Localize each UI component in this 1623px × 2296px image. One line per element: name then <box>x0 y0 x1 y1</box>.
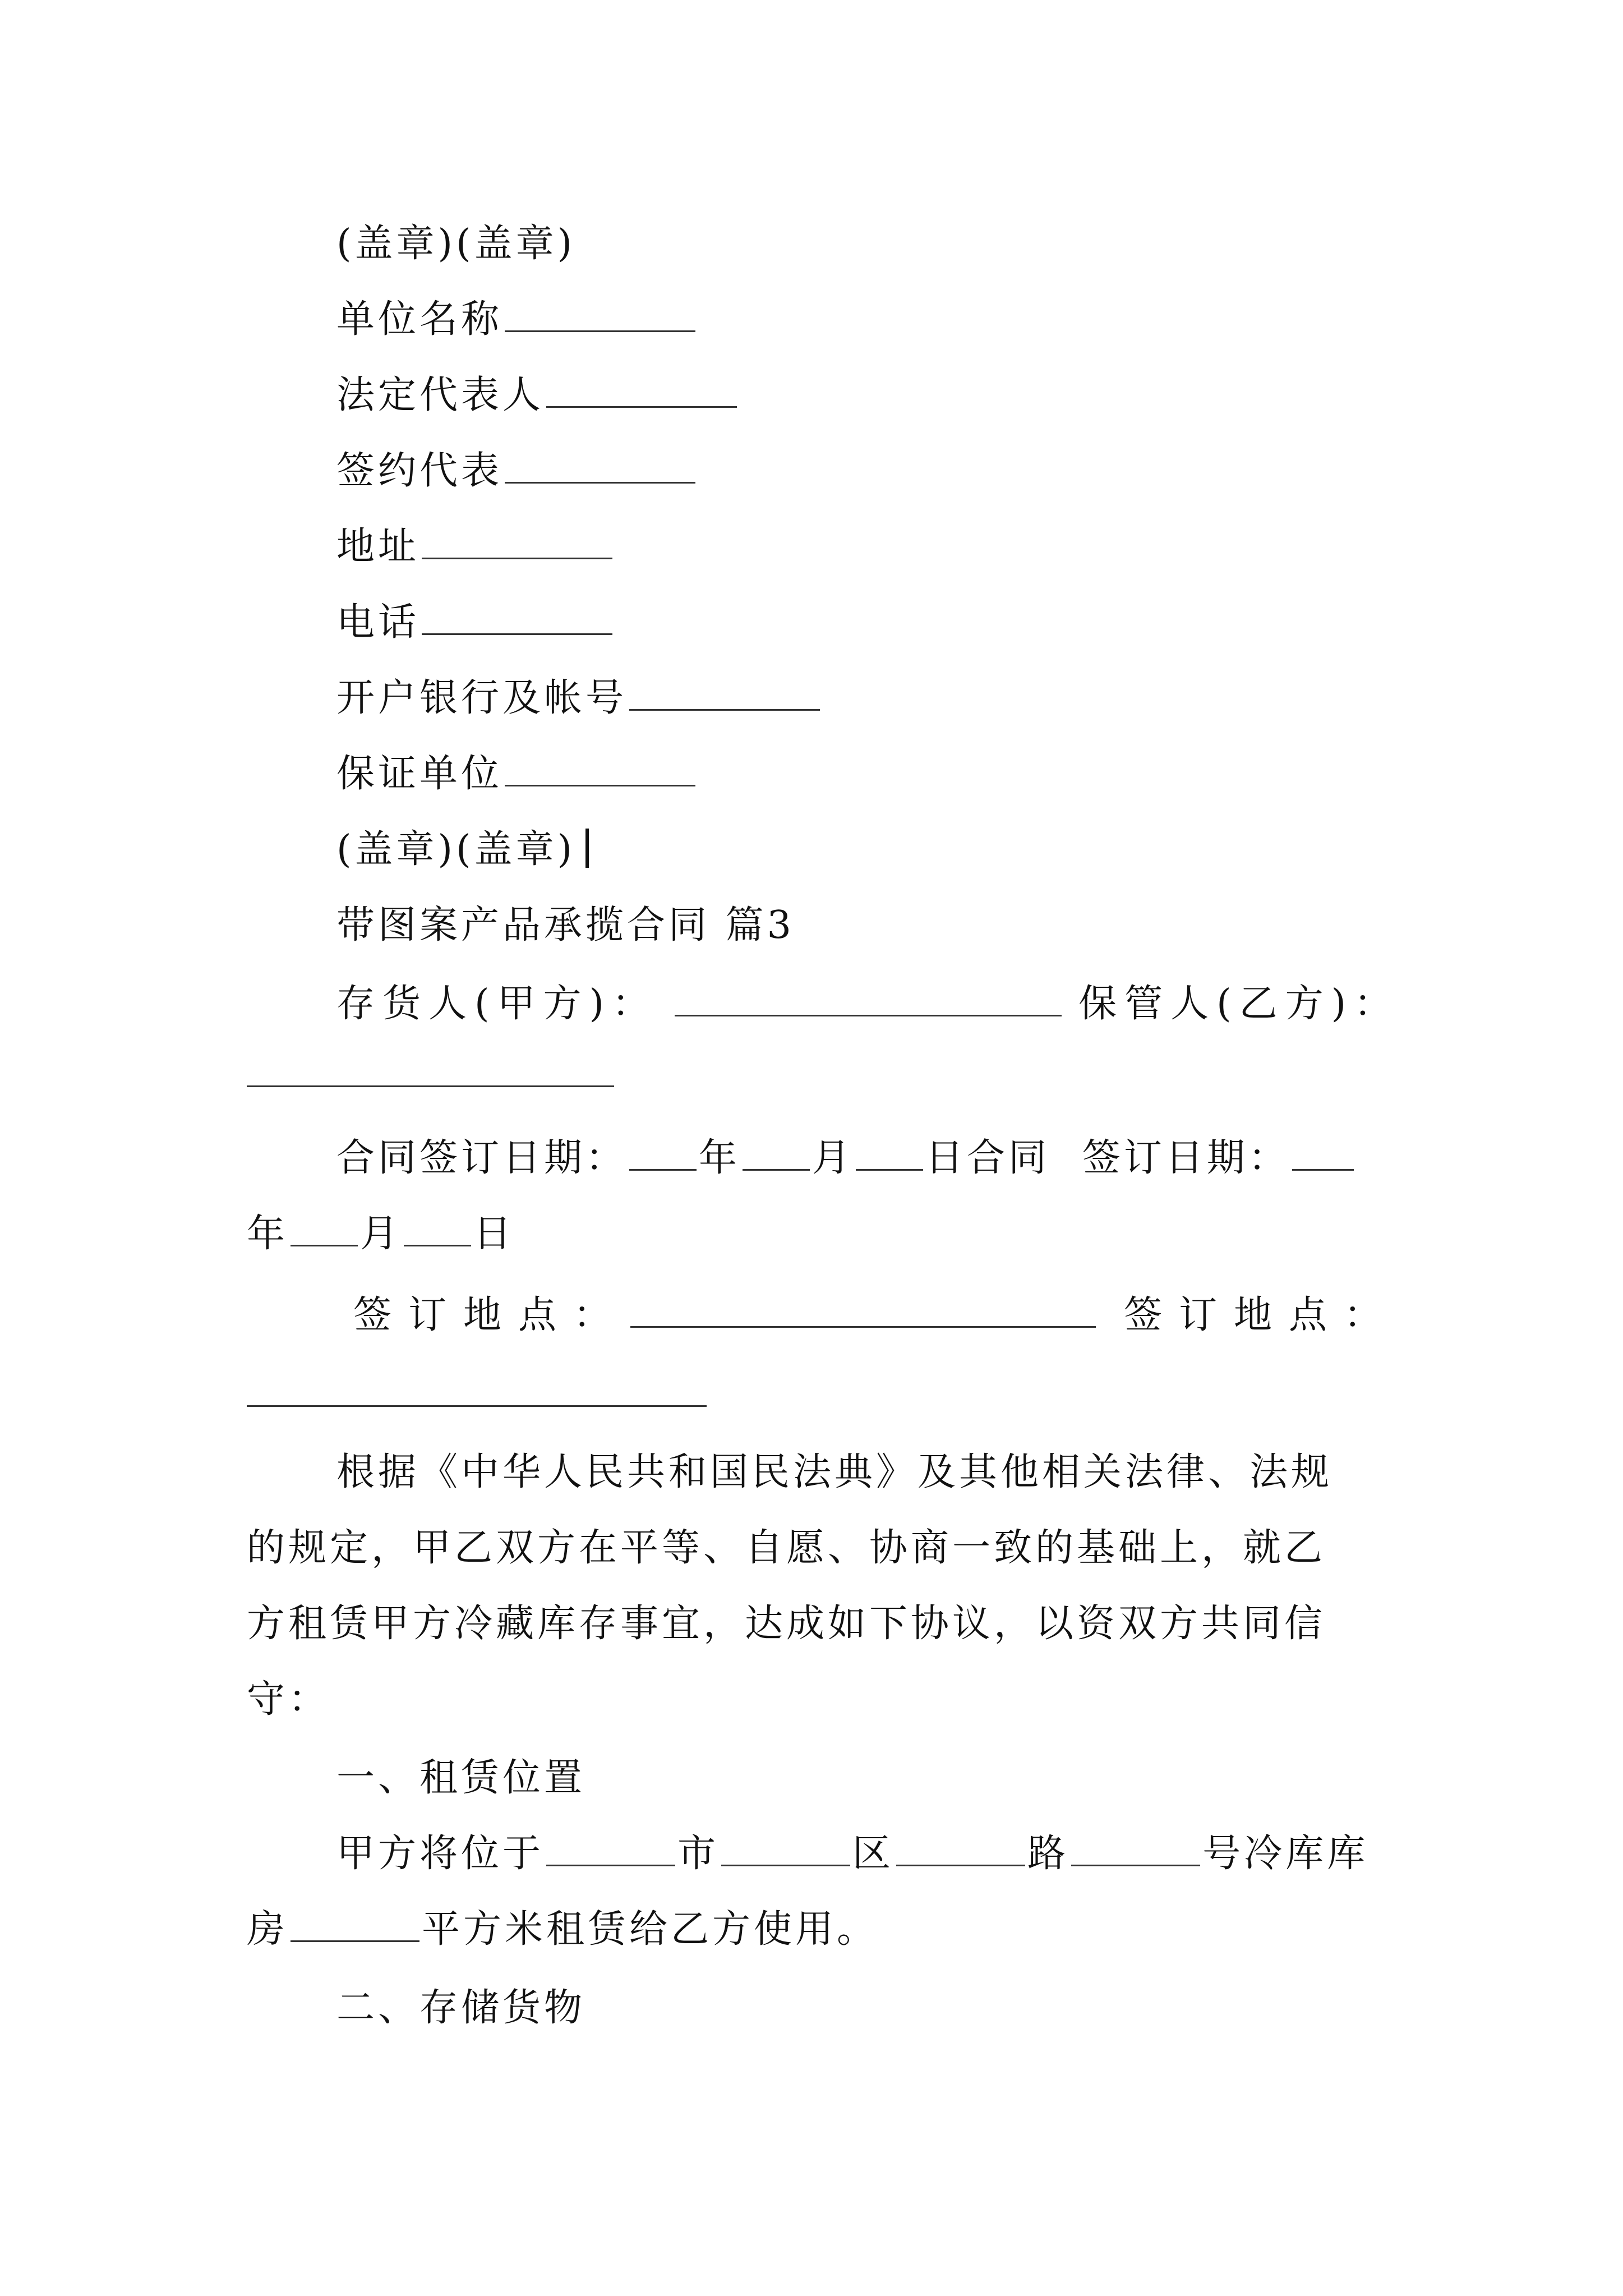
intro-line-4 <box>247 1674 330 1725</box>
day-text-2: 日 <box>473 1212 515 1256</box>
address-label: 地址 <box>336 524 420 569</box>
city-text: 市 <box>677 1832 720 1876</box>
day-contract-text: 日合同 <box>925 1136 1050 1180</box>
depositor-label: 存货人(甲方)： <box>336 982 658 1026</box>
location-prefix: 甲方将位于 <box>336 1832 545 1876</box>
area-blank <box>291 1907 419 1942</box>
unit-name-blank <box>505 297 695 332</box>
section-2-title-text: 二、存储货物 <box>336 1986 586 2030</box>
section-1-title <box>336 1753 585 1803</box>
date-line-2 <box>247 1209 515 1259</box>
month-text-2: 月 <box>360 1212 402 1256</box>
place-line <box>353 1290 1399 1341</box>
intro-text-1: 根据《中华人民共和国民法典》及其他相关法律、法规 <box>336 1450 1333 1494</box>
intro-line-3 <box>247 1599 1326 1649</box>
area-line <box>247 1904 878 1955</box>
room-prefix: 房 <box>247 1907 289 1952</box>
road-text: 路 <box>1027 1832 1069 1876</box>
seal-line-bottom <box>336 825 589 875</box>
intro-line-1 <box>336 1447 1332 1498</box>
district-blank <box>721 1831 850 1866</box>
road-blank <box>896 1831 1025 1866</box>
guarantor-field <box>336 749 698 799</box>
intro-line-2 <box>247 1523 1326 1573</box>
sign-rep-label: 签约代表 <box>336 449 503 493</box>
seal-line-top <box>336 219 575 269</box>
heading-text: 带图案产品承揽合同 篇3 <box>336 903 795 947</box>
phone-field <box>336 597 615 648</box>
date-label-1: 合同签订日期： <box>336 1136 628 1180</box>
legal-rep-label: 法定代表人 <box>336 373 545 417</box>
parties-line <box>336 979 1400 1029</box>
bank-account-field <box>336 673 822 724</box>
intro-text-3: 方租赁甲方冷藏库存事宜，达成如下协议，以资双方共同信 <box>247 1602 1326 1646</box>
section-1-title-text: 一、租赁位置 <box>336 1756 586 1800</box>
intro-text-4: 守： <box>247 1677 330 1722</box>
place-blank-1 <box>630 1292 1096 1328</box>
bank-account-blank <box>629 675 820 711</box>
day-blank <box>856 1135 923 1171</box>
place-label-2: 签订地点： <box>1124 1293 1399 1337</box>
number-suffix: 号冷库库 <box>1202 1832 1369 1876</box>
date-label-2: 签订日期： <box>1082 1136 1290 1180</box>
text-cursor <box>585 829 589 868</box>
section-2-title <box>336 1983 585 2033</box>
city-blank <box>546 1831 675 1866</box>
seal-text: (盖章)(盖章) <box>336 222 576 266</box>
address-blank <box>422 524 612 559</box>
month-blank <box>743 1135 810 1171</box>
seal-text: (盖章)(盖章) <box>336 827 576 872</box>
place-blank-2 <box>247 1405 707 1407</box>
keeper-blank <box>247 1085 614 1087</box>
year-text-2: 年 <box>247 1212 289 1256</box>
guarantor-blank <box>505 751 695 786</box>
depositor-blank <box>675 981 1062 1016</box>
date-line-1 <box>336 1133 1356 1184</box>
keeper-label: 保管人(乙方)： <box>1078 982 1400 1026</box>
unit-name-field <box>336 295 698 345</box>
legal-rep-blank <box>546 372 737 408</box>
month-blank-2 <box>291 1211 358 1246</box>
guarantor-label: 保证单位 <box>336 752 503 796</box>
sign-rep-blank <box>505 448 695 484</box>
day-blank-2 <box>404 1211 471 1246</box>
year-text: 年 <box>699 1136 741 1180</box>
intro-text-2: 的规定，甲乙双方在平等、自愿、协商一致的基础上，就乙 <box>247 1526 1326 1570</box>
unit-name-label: 单位名称 <box>336 297 503 342</box>
bank-account-label: 开户银行及帐号 <box>336 676 628 720</box>
year-blank <box>629 1135 697 1171</box>
phone-label: 电话 <box>336 600 420 645</box>
number-blank <box>1071 1831 1200 1866</box>
area-suffix: 平方米租赁给乙方使用。 <box>422 1907 879 1952</box>
month-text: 月 <box>812 1136 854 1180</box>
phone-blank <box>422 600 612 635</box>
address-field <box>336 522 615 572</box>
contract-heading <box>336 900 795 951</box>
place-label-1: 签订地点： <box>353 1293 629 1337</box>
legal-rep-field <box>336 370 739 421</box>
location-line <box>336 1829 1368 1879</box>
year-blank-2 <box>1292 1135 1354 1171</box>
sign-rep-field <box>336 446 698 496</box>
district-text: 区 <box>852 1832 895 1876</box>
